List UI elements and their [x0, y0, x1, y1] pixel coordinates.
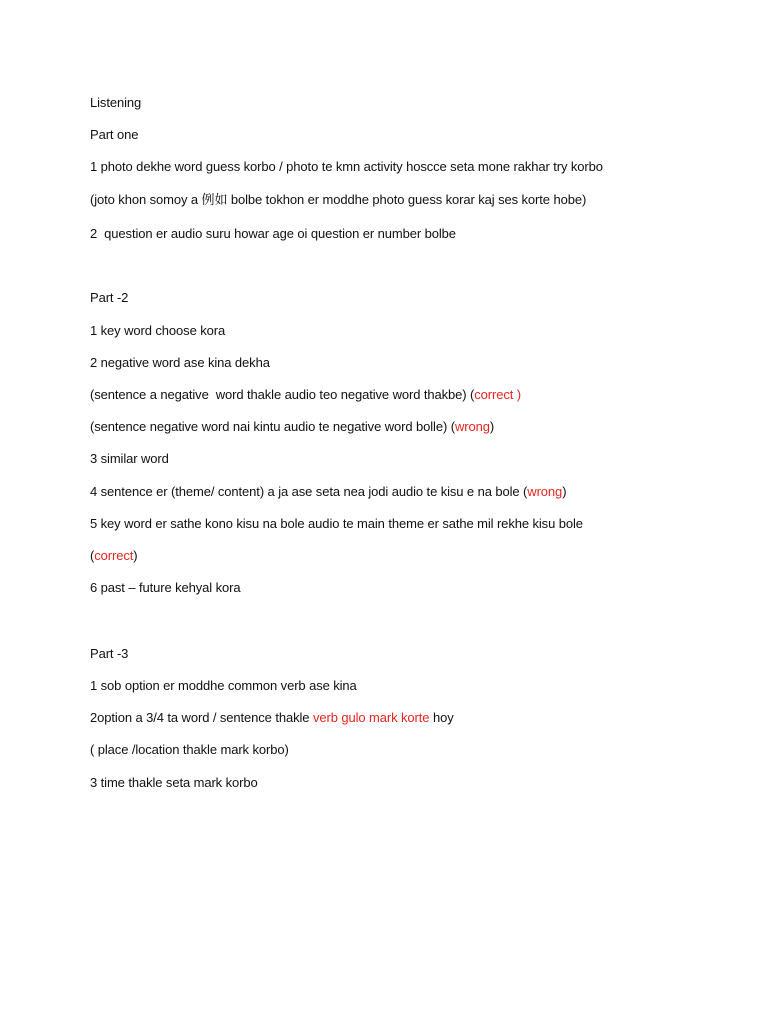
- paren-close: ): [133, 548, 138, 563]
- part-two-item-6: 6 past – future kehyal kora: [90, 580, 241, 595]
- item-text: 2option a 3/4 ta word / sentence thakle: [90, 710, 313, 725]
- part-two-note-correct: [90, 387, 521, 403]
- wrong-marker: wrong: [527, 484, 563, 499]
- item-text: 4 sentence er (theme/ content) a ja ase seta nea jodi audio te kisu e na bole (: [90, 484, 528, 499]
- part-two-item-5-result: [90, 548, 138, 564]
- part-two-item-5: 5 key word er sathe kono kisu na bole audio te main theme er sathe mil rekhe kisu bole: [90, 516, 583, 531]
- part-three-title: Part -3: [90, 646, 129, 661]
- paren-open: (: [90, 548, 95, 563]
- part-two-note-wrong: [90, 419, 494, 435]
- part-two-item-1: 1 key word choose kora: [90, 323, 226, 338]
- heading-listening: Listening: [90, 95, 142, 110]
- part-two-title: Part -2: [90, 290, 129, 305]
- verb-highlight: verb gulo mark korte: [312, 710, 430, 725]
- part-three-item-2: [90, 710, 454, 726]
- part-one-title: Part one: [90, 127, 139, 142]
- part-three-note: ( place /location thakle mark korbo): [90, 742, 289, 757]
- part-two-item-2: 2 negative word ase kina dekha: [90, 355, 270, 370]
- part-two-item-4: [90, 484, 566, 500]
- part-three-item-1: 1 sob option er moddhe common verb ase kina: [90, 678, 357, 693]
- note-text: (sentence negative word nai kintu audio te negative word bolle) (: [90, 419, 455, 434]
- note-text-end: ): [489, 419, 495, 434]
- note-text: (sentence a negative word thakle audio teo negative word thakbe) (: [90, 387, 475, 402]
- part-one-item-1: 1 photo dekhe word guess korbo / photo te kmn activity hoscce seta mone rakhar try korbo: [90, 159, 603, 174]
- correct-marker: correct: [94, 548, 134, 563]
- wrong-marker: wrong: [454, 419, 490, 434]
- item-text-end: ): [562, 484, 567, 499]
- part-three-item-3: 3 time thakle seta mark korbo: [90, 775, 258, 790]
- part-one-item-2: 2 question er audio suru howar age oi question er number bolbe: [90, 226, 456, 241]
- correct-marker: correct ): [474, 387, 522, 402]
- item-text-end: hoy: [429, 710, 454, 725]
- part-two-item-3: 3 similar word: [90, 451, 169, 466]
- part-one-note: (joto khon somoy a 例如 bolbe tokhon er moddhe photo guess korar kaj ses korte hobe): [90, 192, 587, 207]
